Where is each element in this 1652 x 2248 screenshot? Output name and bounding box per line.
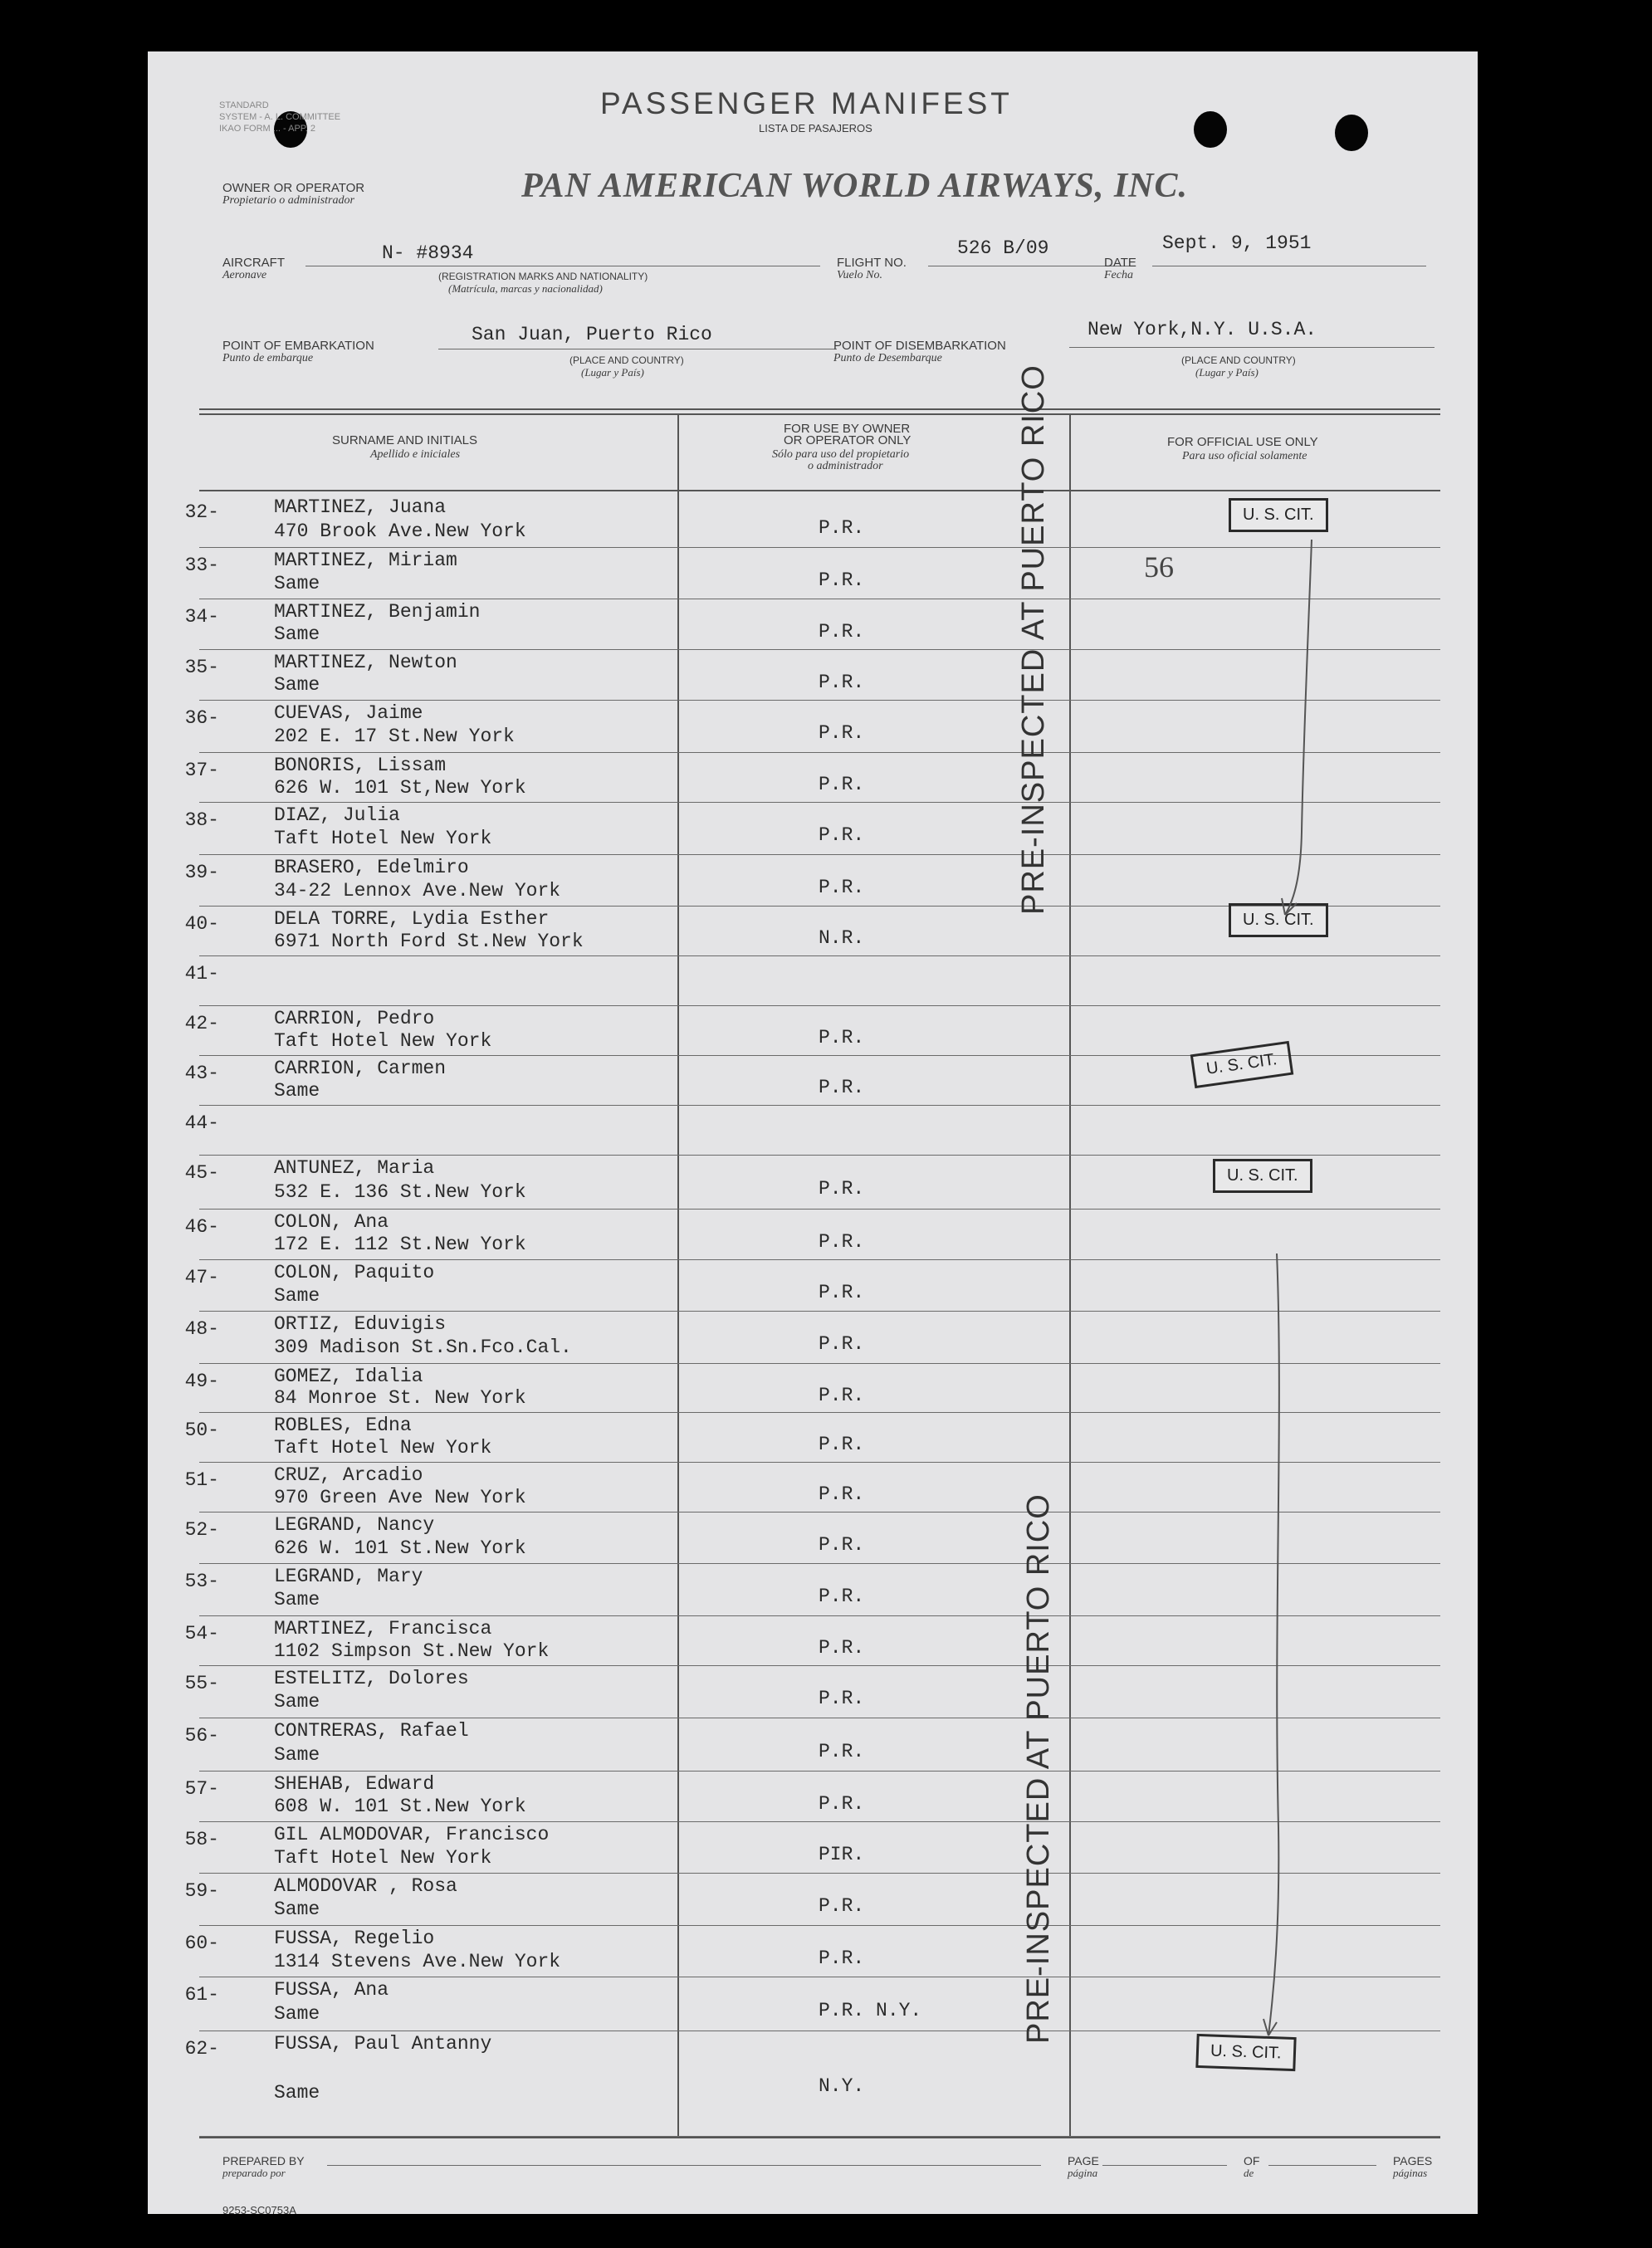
owner-use-code: P.R. [819, 1637, 865, 1659]
passenger-name: MARTINEZ, Juana [274, 496, 447, 518]
punch-hole [1194, 111, 1227, 148]
passenger-address: 970 Green Ave New York [274, 1487, 526, 1508]
row-number: 37- [184, 760, 219, 781]
of-label: OF [1244, 2154, 1260, 2167]
passenger-address: Same [274, 1899, 320, 1920]
row-number: 54- [184, 1623, 219, 1644]
passenger-address: 202 E. 17 St.New York [274, 726, 515, 747]
page-label: PAGE [1068, 2154, 1099, 2167]
form-id-line: IKAO FORM ... - APP. 2 [219, 124, 315, 134]
row-rule [199, 854, 1440, 855]
passenger-address: Same [274, 1080, 320, 1102]
disembark-value: New York,N.Y. U.S.A. [1087, 319, 1317, 340]
page-title-es: LISTA DE PASAJEROS [759, 122, 872, 134]
row-number: 39- [184, 862, 219, 883]
row-number: 59- [184, 1880, 219, 1902]
row-rule [199, 802, 1440, 803]
passenger-name: FUSSA, Ana [274, 1979, 389, 2001]
disembark-label-es: Punto de Desembarque [833, 352, 942, 364]
table-top-rule [199, 413, 1440, 415]
passenger-address: Same [274, 1285, 320, 1307]
us-cit-stamp: U. S. CIT. [1229, 903, 1328, 937]
passenger-name: CUEVAS, Jaime [274, 702, 423, 724]
us-cit-stamp: U. S. CIT. [1229, 498, 1328, 532]
row-number: 42- [184, 1013, 219, 1034]
row-number: 53- [184, 1571, 219, 1592]
row-number: 61- [184, 1984, 219, 2006]
passenger-name: DELA TORRE, Lydia Esther [274, 908, 550, 930]
prepared-by-label-es: preparado por [222, 2167, 286, 2179]
passenger-address: 532 E. 136 St.New York [274, 1181, 526, 1203]
disembark-sub: (PLACE AND COUNTRY) [1181, 354, 1296, 366]
owner-use-code: P.R. [819, 877, 865, 898]
owner-use-code: P.R. N.Y. [819, 2000, 922, 2021]
owner-use-code: P.R. [819, 1534, 865, 1556]
row-number: 58- [184, 1829, 219, 1850]
official-column-header-es: Para uso oficial solamente [1182, 450, 1307, 462]
row-rule [199, 1105, 1440, 1106]
row-number: 40- [184, 913, 219, 935]
passenger-address: Taft Hotel New York [274, 828, 492, 849]
row-number: 50- [184, 1420, 219, 1441]
field-line [327, 2165, 1041, 2166]
row-number: 60- [184, 1933, 219, 1954]
field-line [1102, 2165, 1227, 2166]
row-rule [199, 752, 1440, 753]
owner-column-header: FOR USE BY OWNER [784, 422, 911, 436]
passenger-address: 1102 Simpson St.New York [274, 1640, 550, 1662]
row-rule [199, 1209, 1440, 1210]
manifest-page [148, 51, 1478, 2214]
passenger-address: 1314 Stevens Ave.New York [274, 1951, 561, 1972]
passenger-name: CRUZ, Arcadio [274, 1464, 423, 1486]
owner-use-code: N.Y. [819, 2075, 865, 2097]
embark-sub-es: (Lugar y País) [581, 366, 644, 379]
passenger-address: Taft Hotel New York [274, 1847, 492, 1869]
owner-use-code: P.R. [819, 1741, 865, 1762]
passenger-address: Taft Hotel New York [274, 1437, 492, 1459]
owner-use-code: P.R. [819, 1586, 865, 1607]
owner-label: OWNER OR OPERATOR [222, 181, 365, 195]
table-top-rule [199, 408, 1440, 410]
row-number: 51- [184, 1469, 219, 1491]
passenger-address: 608 W. 101 St.New York [274, 1796, 526, 1817]
name-column-header: SURNAME AND INITIALS [332, 433, 478, 447]
owner-use-code: P.R. [819, 1947, 865, 1969]
passenger-name: CARRION, Pedro [274, 1008, 435, 1029]
passenger-address: Same [274, 1744, 320, 1766]
owner-use-code: P.R. [819, 1027, 865, 1048]
row-number: 46- [184, 1216, 219, 1238]
passenger-address: 309 Madison St.Sn.Fco.Cal. [274, 1337, 572, 1358]
disembark-label: POINT OF DISEMBARKATION [833, 339, 1006, 353]
embark-label-es: Punto de embarque [222, 352, 314, 364]
field-line [1268, 2165, 1376, 2166]
owner-use-code: PIR. [819, 1844, 865, 1865]
row-rule [199, 700, 1440, 701]
passenger-name: MARTINEZ, Benjamin [274, 601, 481, 623]
flight-value: 526 B/09 [957, 237, 1049, 259]
arrow-icon [1260, 533, 1343, 931]
passenger-name: ORTIZ, Eduvigis [274, 1313, 447, 1335]
passenger-address: 6971 North Ford St.New York [274, 931, 584, 952]
owner-use-code: P.R. [819, 1688, 865, 1709]
row-number: 36- [184, 707, 219, 729]
flight-label: FLIGHT NO. [837, 256, 907, 270]
row-number: 38- [184, 809, 219, 831]
row-number: 48- [184, 1318, 219, 1340]
arrow-icon [1240, 1247, 1323, 2052]
of-label-es: de [1244, 2167, 1254, 2179]
column-divider [677, 415, 679, 2138]
row-number: 45- [184, 1162, 219, 1184]
passenger-name: ANTUNEZ, Maria [274, 1157, 435, 1179]
owner-use-code: P.R. [819, 824, 865, 846]
owner-use-code: P.R. [819, 774, 865, 795]
passenger-address: Same [274, 1691, 320, 1713]
embark-sub: (PLACE AND COUNTRY) [569, 354, 684, 366]
row-rule [199, 955, 1440, 956]
handwritten-number: 56 [1144, 550, 1174, 584]
passenger-name: MARTINEZ, Newton [274, 652, 457, 673]
owner-use-code: P.R. [819, 569, 865, 591]
passenger-address: 34-22 Lennox Ave.New York [274, 880, 561, 902]
passenger-name: CONTRERAS, Rafael [274, 1720, 469, 1742]
passenger-address: Taft Hotel New York [274, 1030, 492, 1052]
passenger-address: Same [274, 623, 320, 645]
column-divider [1069, 415, 1071, 2138]
row-number: 55- [184, 1673, 219, 1694]
date-label: DATE [1104, 256, 1136, 270]
row-number: 33- [184, 555, 219, 576]
field-line [1069, 347, 1435, 348]
row-number: 43- [184, 1063, 219, 1084]
passenger-name: BONORIS, Lissam [274, 755, 447, 776]
footer-rule [199, 2137, 1440, 2138]
row-rule [199, 649, 1440, 650]
passenger-name: FUSSA, Regelio [274, 1928, 435, 1949]
owner-use-code: P.R. [819, 722, 865, 744]
passenger-address: 172 E. 112 St.New York [274, 1234, 526, 1255]
owner-use-code: P.R. [819, 1434, 865, 1455]
passenger-address: Same [274, 2003, 320, 2025]
owner-use-code: P.R. [819, 1483, 865, 1505]
owner-column-header-es: o administrador [808, 460, 883, 472]
official-column-header: FOR OFFICIAL USE ONLY [1167, 435, 1318, 449]
form-code: 9253-SC0753A [222, 2204, 296, 2216]
passenger-address: Same [274, 573, 320, 594]
row-rule [199, 1005, 1440, 1006]
owner-use-code: P.R. [819, 1385, 865, 1406]
passenger-address: Same [274, 674, 320, 696]
punch-hole [1335, 115, 1368, 151]
row-rule [199, 1155, 1440, 1156]
preinspected-stamp: PRE-INSPECTED AT PUERTO RICO [1016, 364, 1051, 915]
owner-use-code: P.R. [819, 1895, 865, 1917]
aircraft-value: N- #8934 [382, 242, 474, 264]
row-number: 35- [184, 657, 219, 678]
us-cit-stamp: U. S. CIT. [1213, 1159, 1312, 1193]
us-cit-stamp: U. S. CIT. [1195, 2034, 1296, 2071]
passenger-address: Same [274, 1589, 320, 1610]
aircraft-label: AIRCRAFT [222, 256, 285, 270]
owner-use-code: N.R. [819, 927, 865, 949]
passenger-name: CARRION, Carmen [274, 1058, 447, 1079]
disembark-sub-es: (Lugar y País) [1195, 366, 1259, 379]
owner-column-header: OR OPERATOR ONLY [784, 433, 912, 447]
owner-use-code: P.R. [819, 1178, 865, 1200]
owner-column-header-es: Sólo para uso del propietario [772, 448, 910, 461]
passenger-name: ESTELITZ, Dolores [274, 1668, 469, 1689]
row-rule [199, 547, 1440, 548]
row-number: 56- [184, 1725, 219, 1747]
owner-use-code: P.R. [819, 1077, 865, 1098]
date-label-es: Fecha [1104, 269, 1133, 281]
passenger-name: COLON, Paquito [274, 1262, 435, 1283]
row-number: 57- [184, 1778, 219, 1800]
row-number: 62- [184, 2038, 219, 2060]
passenger-name: DIAZ, Julia [274, 804, 400, 826]
owner-label-es: Propietario o administrador [222, 194, 354, 207]
owner-use-code: P.R. [819, 1333, 865, 1355]
form-id-line: SYSTEM - A. L. COMMITTEE [219, 112, 341, 122]
page-title: PASSENGER MANIFEST [600, 86, 1013, 120]
passenger-name: ROBLES, Edna [274, 1415, 412, 1436]
pages-label-es: páginas [1393, 2167, 1428, 2179]
row-number: 41- [184, 963, 219, 985]
owner-use-code: P.R. [819, 1282, 865, 1303]
passenger-name: MARTINEZ, Francisca [274, 1618, 492, 1640]
row-number: 44- [184, 1112, 219, 1134]
embark-label: POINT OF EMBARKATION [222, 339, 374, 353]
passenger-address: Same [274, 2082, 320, 2104]
us-cit-stamp: U. S. CIT. [1190, 1041, 1293, 1088]
owner-use-code: P.R. [819, 672, 865, 693]
aircraft-label-es: Aeronave [222, 269, 267, 281]
name-column-header-es: Apellido e iniciales [370, 448, 461, 461]
passenger-name: GIL ALMODOVAR, Francisco [274, 1824, 550, 1845]
flight-label-es: Vuelo No. [837, 269, 882, 281]
prepared-by-label: PREPARED BY [222, 2154, 305, 2167]
aircraft-sub: (REGISTRATION MARKS AND NATIONALITY) [438, 271, 648, 282]
aircraft-sub-es: (Matrícula, marcas y nacionalidad) [448, 282, 603, 295]
owner-use-code: P.R. [819, 621, 865, 643]
row-number: 52- [184, 1519, 219, 1541]
passenger-name: ALMODOVAR , Rosa [274, 1875, 457, 1897]
owner-value: PAN AMERICAN WORLD AIRWAYS, INC. [521, 167, 1189, 205]
owner-use-code: P.R. [819, 517, 865, 539]
passenger-name: BRASERO, Edelmiro [274, 857, 469, 878]
passenger-address: 626 W. 101 St.New York [274, 1537, 526, 1559]
row-number: 47- [184, 1267, 219, 1288]
passenger-name: COLON, Ana [274, 1211, 389, 1233]
row-number: 49- [184, 1371, 219, 1392]
page-label-es: página [1068, 2167, 1098, 2179]
row-number: 32- [184, 501, 219, 523]
owner-use-code: P.R. [819, 1793, 865, 1815]
date-value: Sept. 9, 1951 [1162, 232, 1312, 254]
passenger-name: SHEHAB, Edward [274, 1773, 435, 1795]
pages-label: PAGES [1393, 2154, 1433, 2167]
form-id-line: STANDARD [219, 100, 269, 110]
preinspected-stamp: PRE-INSPECTED AT PUERTO RICO [1021, 1493, 1056, 2044]
passenger-address: 470 Brook Ave.New York [274, 520, 526, 542]
passenger-name: FUSSA, Paul Antanny [274, 2033, 492, 2055]
passenger-name: LEGRAND, Mary [274, 1566, 423, 1587]
embark-value: San Juan, Puerto Rico [472, 324, 712, 345]
header-rule [199, 490, 1440, 491]
row-number: 34- [184, 606, 219, 628]
passenger-name: LEGRAND, Nancy [274, 1514, 435, 1536]
passenger-name: GOMEZ, Idalia [274, 1366, 423, 1387]
passenger-address: 84 Monroe St. New York [274, 1387, 526, 1409]
passenger-address: 626 W. 101 St,New York [274, 777, 526, 799]
owner-use-code: P.R. [819, 1231, 865, 1253]
passenger-name: MARTINEZ, Miriam [274, 550, 457, 571]
